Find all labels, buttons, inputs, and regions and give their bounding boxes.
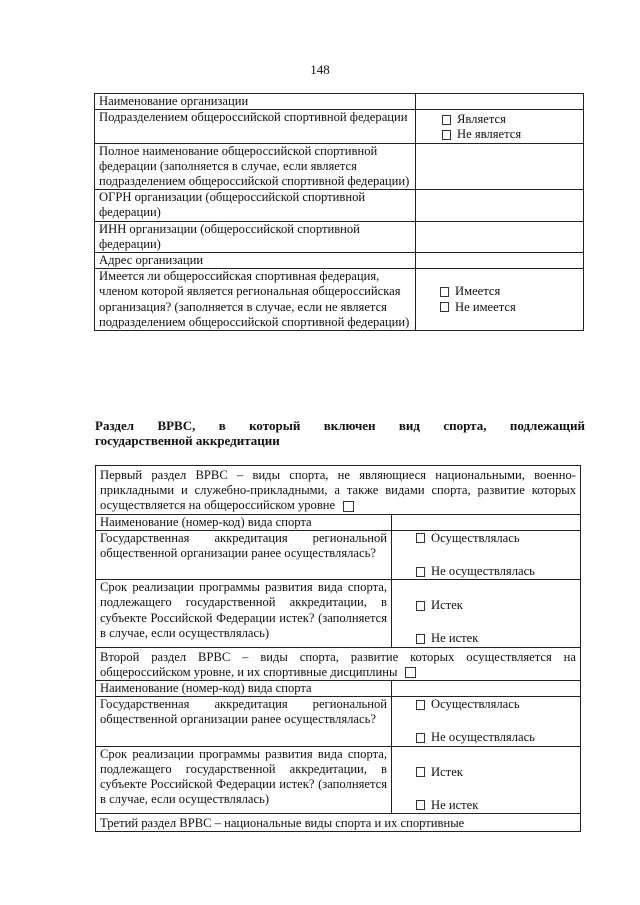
section-3-row[interactable]: Третий раздел ВРВС – национальные виды спорта и их спортивные (96, 814, 581, 832)
table-row (96, 530, 581, 579)
option-accredited[interactable]: Осуществлялась (416, 531, 576, 546)
table-row (95, 221, 584, 252)
option-is[interactable]: Является (442, 112, 579, 127)
option-not-accredited[interactable]: Не осуществлялась (416, 564, 576, 579)
option-not-expired[interactable]: Не истек (416, 798, 576, 813)
accreditation-question: Государственная аккредитация региональной общественной организации ранее осуществлялась? (96, 697, 392, 746)
term-question: Срок реализации программы развития вида спорта, подлежащего государственной аккредитации, в субъекте Российской Федерации истек? (заполняется в случае, если осуществлялась) (96, 746, 392, 813)
option-has-not[interactable]: Не имеется (440, 300, 579, 315)
table-row (96, 580, 581, 647)
checkbox-icon[interactable] (416, 700, 425, 710)
checkbox-icon[interactable] (440, 287, 449, 297)
table-row (95, 94, 584, 110)
option-expired[interactable]: Истек (416, 765, 576, 780)
table-row (95, 253, 584, 269)
option-is-not[interactable]: Не является (442, 127, 579, 142)
full-name-value[interactable] (416, 143, 584, 190)
section-1-row[interactable]: Первый раздел ВРВС – виды спорта, не являющиеся национальными, военно-прикладными и служебно-прикладными, а также видами спорта, развитие которых осуществляется на общероссийском уровне (96, 466, 581, 515)
ogrn-label: ОГРН организации (общероссийской спортивной федерации) (95, 190, 416, 221)
checkbox-icon[interactable] (405, 667, 416, 678)
inn-value[interactable] (416, 221, 584, 252)
accreditation-question: Государственная аккредитация региональной общественной организации ранее осуществлялась? (96, 530, 392, 579)
full-name-label: Полное наименование общероссийской спортивной федерации (заполняется в случае, если является подразделением общероссийской спортивной федерации) (95, 143, 416, 190)
checkbox-icon[interactable] (416, 767, 425, 777)
inn-label: ИНН организации (общероссийской спортивной федерации) (95, 221, 416, 252)
sport-name-value[interactable] (392, 681, 581, 697)
table-row (95, 110, 584, 143)
table-row (95, 143, 584, 190)
table-row (96, 746, 581, 813)
sport-name-value[interactable] (392, 514, 581, 530)
checkbox-icon[interactable] (416, 800, 425, 810)
option-not-expired[interactable]: Не истек (416, 631, 576, 646)
checkbox-icon[interactable] (440, 302, 449, 312)
option-not-accredited[interactable]: Не осуществлялась (416, 730, 576, 745)
checkbox-icon[interactable] (343, 501, 354, 512)
table-row (95, 190, 584, 221)
checkbox-icon[interactable] (416, 733, 425, 743)
sport-name-label: Наименование (номер-код) вида спорта (96, 681, 392, 697)
ogrn-value[interactable] (416, 190, 584, 221)
table-row (96, 647, 581, 680)
section-heading: Раздел ВРВС, в который включен вид спорта, подлежащий государственной аккредитации (95, 418, 585, 448)
option-has[interactable]: Имеется (440, 284, 579, 299)
table-row (95, 269, 584, 331)
organization-table (94, 93, 584, 331)
option-accredited[interactable]: Осуществлялась (416, 697, 576, 712)
address-value[interactable] (416, 253, 584, 269)
subdivision-label: Подразделением общероссийской спортивной федерации (95, 110, 416, 143)
term-question: Срок реализации программы развития вида спорта, подлежащего государственной аккредитации, в субъекте Российской Федерации истек? (заполняется в случае, если осуществлялась) (96, 580, 392, 647)
federation-membership-label: Имеется ли общероссийская спортивная федерация, членом которой является региональная общероссийская организация? (заполняется в случае, если не является подразделением общероссийской спортивной федерации) (95, 269, 416, 331)
address-label: Адрес организации (95, 253, 416, 269)
vrvs-table (95, 465, 581, 832)
org-name-label: Наименование организации (95, 94, 416, 110)
table-row (96, 697, 581, 746)
org-name-value[interactable] (416, 94, 584, 110)
checkbox-icon[interactable] (416, 567, 425, 577)
page-number: 148 (310, 62, 330, 77)
table-row (96, 681, 581, 697)
checkbox-icon[interactable] (416, 533, 425, 543)
checkbox-icon[interactable] (416, 634, 425, 644)
table-row (96, 514, 581, 530)
checkbox-icon[interactable] (442, 130, 451, 140)
option-expired[interactable]: Истек (416, 598, 576, 613)
table-row (96, 814, 581, 832)
checkbox-icon[interactable] (442, 115, 451, 125)
table-row (96, 466, 581, 515)
section-2-row[interactable]: Второй раздел ВРВС – виды спорта, развитие которых осуществляется на общероссийском уровне, и их спортивные дисциплины (96, 647, 581, 680)
checkbox-icon[interactable] (416, 601, 425, 611)
sport-name-label: Наименование (номер-код) вида спорта (96, 514, 392, 530)
